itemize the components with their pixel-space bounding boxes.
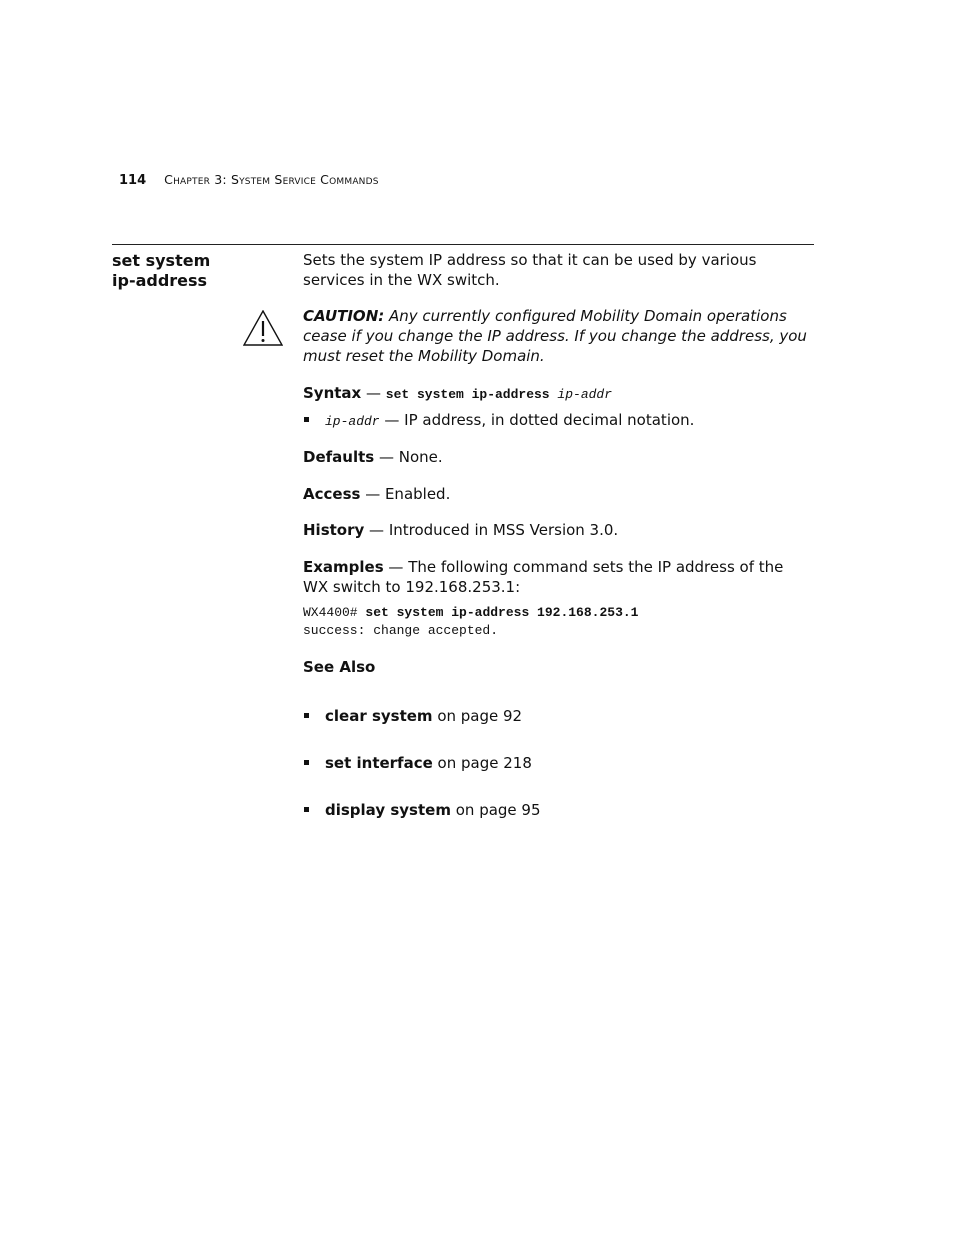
caution-paragraph (303, 306, 815, 366)
see-also-link[interactable]: display system (325, 801, 451, 819)
code-line-1 (303, 604, 638, 622)
access-text: — Enabled. (360, 485, 451, 503)
syntax-label: Syntax (303, 384, 362, 402)
see-also-link[interactable]: clear system (325, 707, 433, 725)
code-prompt: WX4400# (303, 605, 366, 620)
examples-paragraph (303, 557, 793, 597)
access-line (303, 484, 815, 504)
see-also-page: on page 92 (432, 707, 523, 725)
syntax-line (303, 383, 815, 405)
defaults-label: Defaults (303, 448, 375, 466)
defaults-text: — None. (374, 448, 443, 466)
history-text: — Introduced in MSS Version 3.0. (364, 521, 619, 539)
caution-text: Any currently configured Mobility Domain operations cease if you change the IP address. If you change the address, you must reset the Mobility Domain. (303, 307, 807, 365)
see-also-page: on page 95 (450, 801, 541, 819)
param-item (303, 410, 837, 432)
see-also-link[interactable]: set interface (325, 754, 433, 772)
history-line (303, 520, 815, 540)
caution-label: CAUTION: (303, 307, 385, 325)
param-name: ip-addr (325, 414, 380, 429)
param-desc: — IP address, in dotted decimal notation. (379, 411, 695, 429)
see-also-page: on page 218 (432, 754, 532, 772)
code-example (303, 604, 638, 640)
intro-paragraph: Sets the system IP address so that it can be used by various services in the WX switch. (303, 251, 757, 289)
see-also-item[interactable] (303, 706, 837, 726)
syntax-dash: — (361, 384, 386, 402)
section-title-line2: ip-address (112, 271, 208, 290)
page-number: 114 (119, 173, 147, 188)
section-title (112, 251, 262, 291)
syntax-command: set system ip-address (385, 387, 550, 402)
access-label: Access (303, 485, 361, 503)
examples-label: Examples (303, 558, 384, 576)
caution-icon (243, 310, 283, 346)
section-rule (112, 244, 814, 245)
syntax-arg: ip-addr (549, 387, 613, 402)
see-also-item[interactable] (303, 800, 837, 820)
code-output: success: change accepted. (303, 623, 499, 638)
section-title-line1: set system (112, 251, 211, 270)
running-header (119, 172, 379, 188)
code-command: set system ip-address 192.168.253.1 (365, 605, 639, 620)
defaults-line (303, 447, 815, 467)
examples-text: — The following command sets the IP address of the WX switch to 192.168.253.1: (303, 558, 784, 596)
see-also-item[interactable] (303, 753, 837, 773)
chapter-title: Chapter 3: System Service Commands (164, 172, 379, 187)
history-label: History (303, 521, 365, 539)
see-also-heading: See Also (303, 658, 376, 676)
